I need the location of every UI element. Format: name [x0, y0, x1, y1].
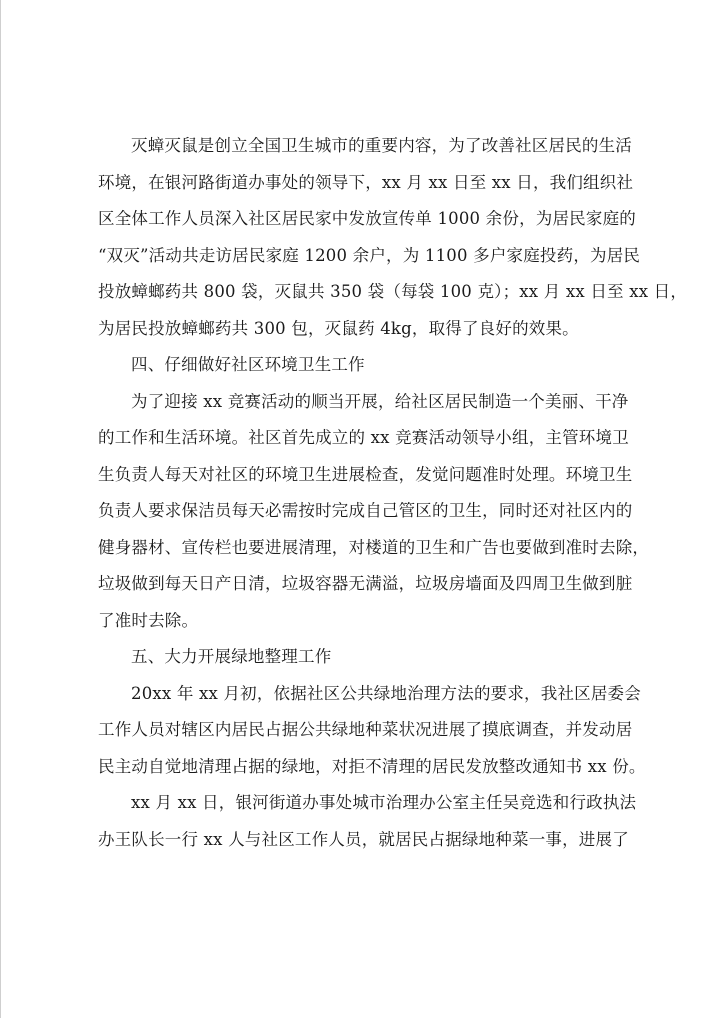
paragraph-line: 为了迎接 xx 竞赛活动的顺当开展，给社区居民制造一个美丽、干净	[131, 391, 629, 411]
paragraph-line: xx 月 xx 日，银河街道办事处城市治理办公室主任吴竞选和行政执法	[131, 793, 637, 812]
paragraph-line: 办王队长一行 xx 人与社区工作人员，就居民占据绿地种菜一事，进展了	[98, 829, 629, 849]
section-heading: 四、仔细做好社区环境卫生工作	[131, 355, 365, 374]
paragraph-line: 环境，在银河路街道办事处的领导下，xx 月 xx 日至 xx 日，我们组织社	[98, 172, 634, 192]
page-border	[0, 0, 1, 1018]
paragraph-line: 投放蟑螂药共 800 袋，灭鼠共 350 袋（每袋 100 克）；xx 月 xx 日至 xx 日，	[98, 282, 688, 301]
paragraph-line: 灭蟑灭鼠是创立全国卫生城市的重要内容，为了改善社区居民的生活	[131, 136, 632, 155]
paragraph-line: 20xx 年 xx 月初，依据社区公共绿地治理方法的要求，我社区居委会	[131, 683, 641, 703]
section-heading: 五、大力开展绿地整理工作	[131, 647, 332, 666]
paragraph-line: 民主动自觉地清理占据的绿地，对拒不清理的居民发放整改通知书 xx 份。	[98, 756, 646, 776]
paragraph-line: 生负责人每天对社区的环境卫生进展检查，发觉问题准时处理。环境卫生	[98, 464, 633, 484]
paragraph-line: 垃圾做到每天日产日清，垃圾容器无满溢，垃圾房墙面及四周卫生做到脏	[98, 574, 633, 593]
paragraph-line: 了准时去除。	[98, 610, 199, 630]
paragraph-line: 为居民投放蟑螂药共 300 包，灭鼠药 4kg，取得了良好的效果。	[98, 318, 579, 338]
paragraph-line: “双灭”活动共走访居民家庭 1200 余户，为 1100 多户家庭投药，为居民	[98, 245, 641, 265]
document-body	[98, 128, 688, 858]
paragraph-line: 健身器材、宣传栏也要进展清理，对楼道的卫生和广告也要做到准时去除，	[98, 537, 650, 557]
paragraph-line: 的工作和生活环境。社区首先成立的 xx 竞赛活动领导小组，主管环境卫	[98, 428, 629, 447]
paragraph-line: 工作人员对辖区内居民占据公共绿地种菜状况进展了摸底调查，并发动居	[98, 720, 633, 739]
paragraph-line: 区全体工作人员深入社区居民家中发放宣传单 1000 余份，为居民家庭的	[98, 209, 636, 228]
paragraph-line: 负责人要求保洁员每天必需按时完成自己管区的卫生，同时还对社区内的	[98, 501, 633, 520]
